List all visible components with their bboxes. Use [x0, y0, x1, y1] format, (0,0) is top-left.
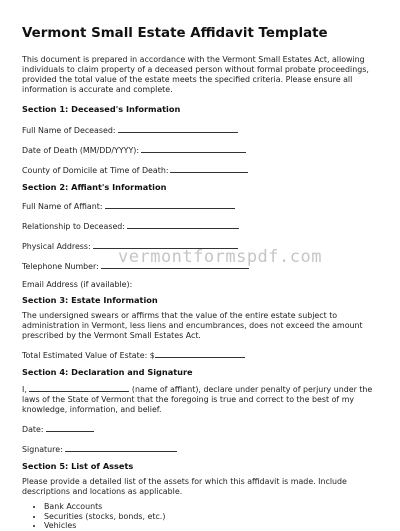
affiant-name-field	[22, 200, 380, 212]
intro-paragraph: This document is prepared in accordance with the Vermont Small Estates Act, allowing individuals to claim property of a deceased person without formal probate proceedings, provided the total value of the estate meets the specified criteria. Please ensure all information is accurate and complete.	[22, 55, 369, 94]
section-1-heading: Section 1: Deceased's Information	[22, 104, 181, 114]
list-item: • Bank Accounts	[44, 502, 380, 512]
affiant-declaration-blank[interactable]	[29, 383, 129, 392]
section-4-heading: Section 4: Declaration and Signature	[22, 367, 193, 377]
signature-label: Signature:	[22, 445, 63, 454]
list-item: • Securities (stocks, bonds, etc.)	[44, 512, 380, 522]
relationship-field	[22, 220, 380, 232]
document-page	[22, 26, 380, 531]
estate-value-field	[22, 349, 380, 361]
declaration-paragraph	[22, 383, 380, 415]
section-3-heading: Section 3: Estate Information	[22, 295, 158, 305]
deceased-name-blank[interactable]	[118, 124, 238, 133]
estate-value-blank[interactable]	[155, 349, 245, 358]
affiant-name-blank[interactable]	[105, 200, 235, 209]
date-label: Date:	[22, 425, 44, 434]
date-field	[22, 423, 380, 435]
signature-field	[22, 443, 380, 455]
declaration-prefix: I,	[22, 385, 27, 394]
county-field	[22, 164, 380, 176]
assets-paragraph: Please provide a detailed list of the assets for which this affidavit is made. Include descriptions and locations as applicable.	[22, 477, 347, 496]
date-blank[interactable]	[46, 423, 94, 432]
list-item: • Vehicles	[44, 521, 380, 531]
signature-blank[interactable]	[65, 443, 177, 452]
estate-value-label: Total Estimated Value of Estate: $	[22, 351, 155, 360]
watermark: vermontformspdf.com	[118, 247, 322, 267]
email-field	[22, 280, 380, 290]
county-label: County of Domicile at Time of Death:	[22, 166, 169, 175]
deceased-name-field	[22, 124, 380, 136]
date-of-death-label: Date of Death (MM/DD/YYYY):	[22, 146, 140, 155]
estate-paragraph: The undersigned swears or affirms that the value of the entire estate subject to administration in Vermont, less liens and encumbrances, does not exceed the amount prescribed by the Vermont Small Estates Act.	[22, 311, 363, 340]
declaration-text: (name of affiant), declare under penalty of perjury under the laws of the State of Vermont that the foregoing is true and correct to the best of my knowledge, information, and belief.	[22, 385, 373, 414]
asset-list	[22, 502, 380, 531]
relationship-blank[interactable]	[127, 220, 239, 229]
date-of-death-blank[interactable]	[141, 144, 246, 153]
relationship-label: Relationship to Deceased:	[22, 222, 125, 231]
address-label: Physical Address:	[22, 242, 91, 251]
section-2-heading: Section 2: Affiant's Information	[22, 182, 167, 192]
document-title: Vermont Small Estate Affidavit Template	[22, 26, 328, 41]
county-blank[interactable]	[170, 164, 248, 173]
deceased-name-label: Full Name of Deceased:	[22, 126, 116, 135]
section-5-heading: Section 5: List of Assets	[22, 461, 134, 471]
affiant-name-label: Full Name of Affiant:	[22, 202, 103, 211]
email-label: Email Address (if available):	[22, 280, 133, 289]
date-of-death-field	[22, 144, 380, 156]
phone-label: Telephone Number:	[22, 262, 99, 271]
